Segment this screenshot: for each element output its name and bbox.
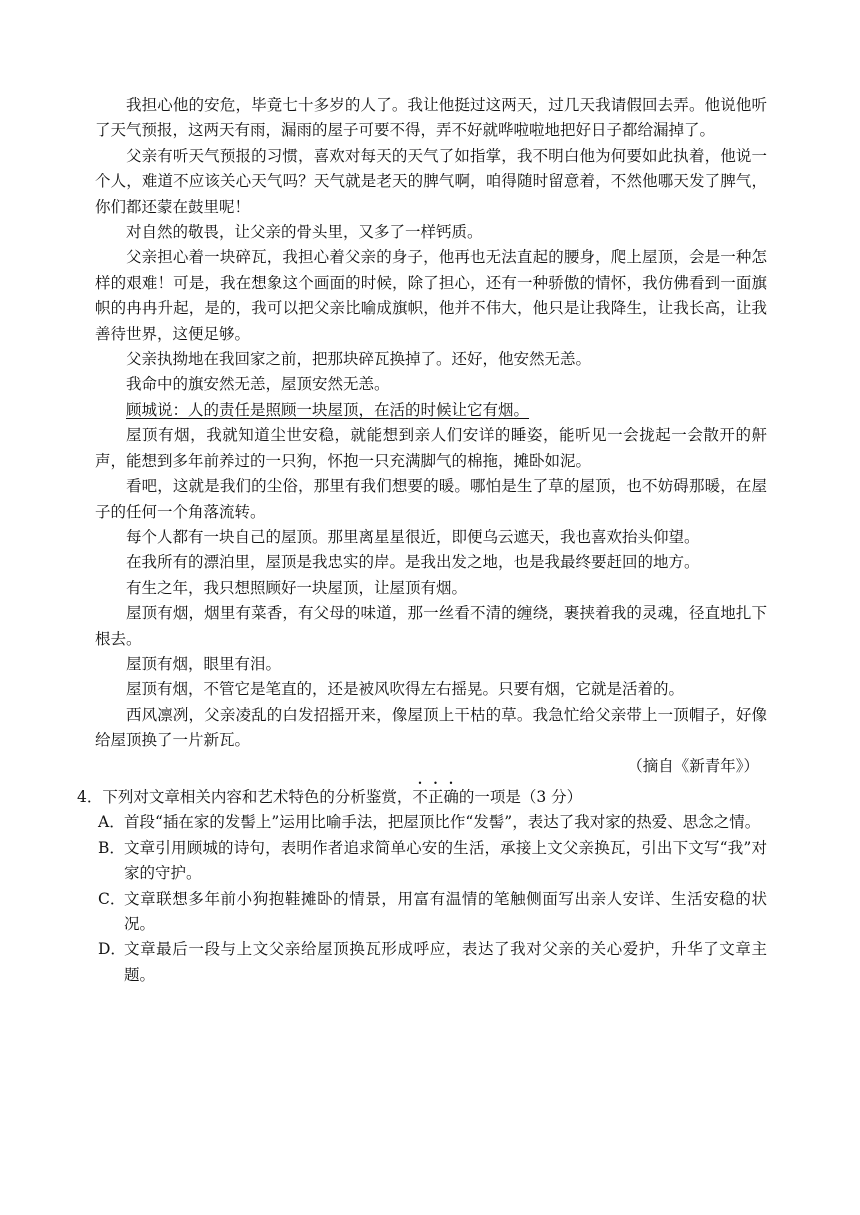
question-suffix: 的一项是（3 分） <box>458 787 583 806</box>
option-letter: D． <box>98 940 126 959</box>
paragraph-3: 对自然的敬畏，让父亲的骨头里，又多了一样钙质。 <box>126 223 483 242</box>
paragraph-2: 父亲有听天气预报的习惯，喜欢对每天的天气了如指掌，我不明白他为何要如此执着，他说一个人，难道不应该关心天气吗？天气就是老天的脾气啊，咱得随时留意着，不然他哪天发了脾气，你们都还蒙在鼓里呢！ <box>95 146 767 216</box>
option-letter: A． <box>98 813 125 832</box>
paragraph-16: 西风凛冽，父亲凌乱的白发招摇开来，像屋顶上干枯的草。我急忙给父亲带上一顶帽子，好像给屋顶换了一片新瓦。 <box>95 705 767 750</box>
paragraph-6: 我命中的旗安然无恙，屋顶安然无恙。 <box>126 375 390 394</box>
question-emphasis: 不正确 <box>412 787 459 806</box>
option-b <box>95 836 767 887</box>
option-c <box>95 887 767 938</box>
paragraph-15: 屋顶有烟，不管它是笔直的，还是被风吹得左右摇晃。只要有烟，它就是活着的。 <box>126 680 685 699</box>
document-page <box>77 93 767 988</box>
paragraph-4: 父亲担心着一块碎瓦，我担心着父亲的身子，他再也无法直起的腰身，爬上屋顶，会是一种怎样的艰难！可是，我在想象这个画面的时候，除了担心，还有一种骄傲的情怀，我仿佛看到一面旗帜的冉冉升起，是的，我可以把父亲比喻成旗帜，他并不伟大，他只是让我降生，让我长高，让我善待世界，这便足够。 <box>95 248 767 343</box>
question-stem <box>77 779 767 810</box>
source-citation: （摘自《新青年》） <box>627 756 759 775</box>
underlined-quote: 顾城说：人的责任是照顾一块屋顶，在活的时候让它有烟。 <box>126 400 530 419</box>
paragraph-10: 每个人都有一块自己的屋顶。那里离星星很近，即便乌云遮天，我也喜欢抬头仰望。 <box>126 527 700 546</box>
paragraph-8: 屋顶有烟，我就知道尘世安稳，就能想到亲人们安详的睡姿，能听见一会拢起一会散开的鼾声，能想到多年前养过的一只狗，怀抱一只充满脚气的棉拖，摊卧如泥。 <box>95 426 767 470</box>
paragraph-1: 我担心他的安危，毕竟七十多岁的人了。我让他挺过这两天，过几天我请假回去弄。他说他听了天气预报，这两天有雨，漏雨的屋子可要不得，弄不好就哗啦啦地把好日子都给漏掉了。 <box>95 96 767 140</box>
option-d <box>95 937 767 988</box>
option-letter: B． <box>98 838 125 857</box>
paragraph-5: 父亲执拗地在我回家之前，把那块碎瓦换掉了。还好，他安然无恙。 <box>126 350 592 369</box>
answer-options <box>95 810 767 988</box>
paragraph-14: 屋顶有烟，眼里有泪。 <box>126 654 282 673</box>
paragraph-9: 看吧，这就是我们的尘俗，那里有我们想要的暖。哪怕是生了草的屋顶，也不妨碍那暖，在屋子的任何一个角落流转。 <box>95 477 767 521</box>
option-text: 首段“插在家的发髻上”运用比喻手法，把屋顶比作“发髻”，表达了我对家的热爱、思念之情。 <box>124 813 761 832</box>
paragraph-13: 屋顶有烟，烟里有菜香，有父母的味道，那一丝看不清的缠绕，裹挟着我的灵魂，径直地扎下根去。 <box>95 604 767 648</box>
question-prefix: 4．下列对文章相关内容和艺术特色的分析鉴赏， <box>77 787 413 806</box>
option-text: 文章最后一段与上文父亲给屋顶换瓦形成呼应，表达了我对父亲的关心爱护，升华了文章主题。 <box>124 940 767 984</box>
paragraph-12: 有生之年，我只想照顾好一块屋顶，让屋顶有烟。 <box>126 578 468 597</box>
paragraph-7-quote <box>95 398 767 423</box>
option-letter: C． <box>98 889 126 908</box>
option-text: 文章联想多年前小狗抱鞋摊卧的情景，用富有温情的笔触侧面写出亲人安详、生活安稳的状况。 <box>124 889 767 933</box>
option-a <box>95 810 767 835</box>
option-text: 文章引用顾城的诗句，表明作者追求简单心安的生活，承接上文父亲换瓦，引出下文写“我”对家的守护。 <box>124 838 767 883</box>
paragraph-11: 在我所有的漂泊里，屋顶是我忠实的岸。是我出发之地，也是我最终要赶回的地方。 <box>126 553 700 572</box>
